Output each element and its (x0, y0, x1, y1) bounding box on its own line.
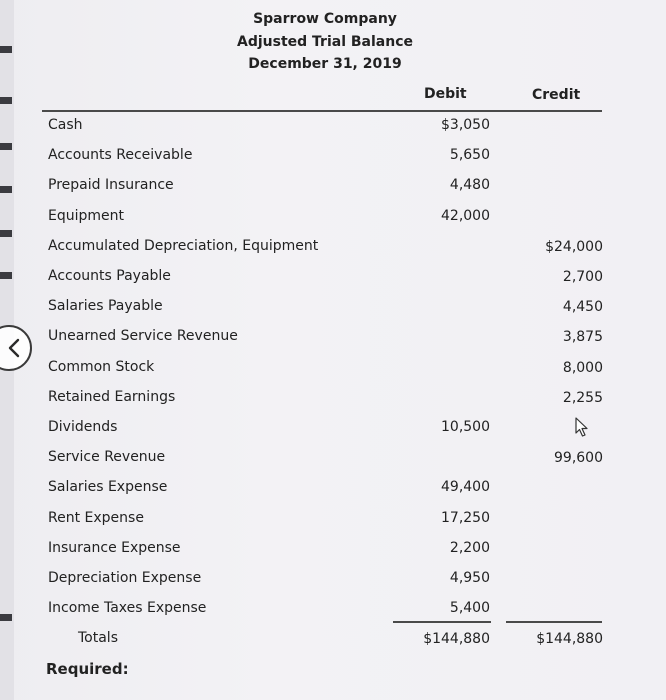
credit-amount: 2,700 (562, 269, 603, 285)
credit-amount: $24,000 (545, 239, 603, 255)
edge-marker (0, 272, 12, 279)
account-name: Dividends (48, 419, 118, 435)
account-name: Accounts Payable (48, 268, 171, 284)
account-name: Salaries Expense (48, 479, 168, 495)
account-name: Salaries Payable (48, 298, 163, 314)
edge-marker (0, 230, 12, 237)
account-name: Income Taxes Expense (48, 600, 207, 616)
account-name: Cash (48, 117, 83, 133)
debit-column-header: Debit (424, 86, 467, 102)
debit-amount: 5,650 (449, 147, 490, 163)
account-name: Depreciation Expense (48, 570, 202, 586)
credit-amount: 4,450 (562, 299, 603, 315)
debit-amount: $3,050 (441, 117, 490, 133)
edge-marker (0, 186, 12, 193)
debit-amount: 4,950 (449, 570, 490, 586)
credit-amount: 99,600 (554, 450, 603, 466)
debit-amount: 4,480 (449, 177, 490, 193)
debit-amount: 2,200 (449, 540, 490, 556)
credit-total: $144,880 (536, 631, 603, 647)
account-name: Prepaid Insurance (48, 177, 174, 193)
mouse-pointer-icon (575, 417, 589, 443)
debit-amount: 5,400 (449, 600, 490, 616)
account-name: Unearned Service Revenue (48, 328, 238, 344)
debit-total-rule (393, 621, 491, 623)
credit-amount: 3,875 (562, 329, 603, 345)
statement-title: Adjusted Trial Balance (237, 33, 413, 50)
credit-amount: 2,255 (562, 390, 603, 406)
totals-label: Totals (78, 630, 118, 646)
account-name: Rent Expense (48, 510, 144, 526)
edge-marker (0, 614, 12, 621)
debit-amount: 49,400 (441, 479, 490, 495)
credit-total-rule (506, 621, 602, 623)
debit-amount: 10,500 (441, 419, 490, 435)
header-rule (42, 110, 602, 112)
chevron-left-icon (7, 338, 21, 358)
account-name: Common Stock (48, 359, 155, 375)
account-name: Accounts Receivable (48, 147, 193, 163)
account-name: Retained Earnings (48, 389, 176, 405)
statement-date: December 31, 2019 (248, 56, 402, 72)
back-button[interactable] (0, 325, 32, 371)
edge-marker (0, 97, 12, 104)
credit-column-header: Credit (532, 87, 581, 103)
credit-amount: 8,000 (562, 360, 603, 376)
account-name: Equipment (48, 208, 124, 224)
account-name: Accumulated Depreciation, Equipment (48, 238, 319, 254)
debit-amount: 42,000 (441, 208, 490, 224)
required-heading: Required: (46, 660, 129, 678)
account-name: Insurance Expense (48, 540, 181, 556)
account-name: Service Revenue (48, 449, 166, 465)
edge-marker (0, 143, 12, 150)
statement-header (0, 8, 650, 76)
debit-total: $144,880 (423, 631, 490, 647)
company-name: Sparrow Company (253, 11, 397, 27)
debit-amount: 17,250 (441, 510, 490, 526)
